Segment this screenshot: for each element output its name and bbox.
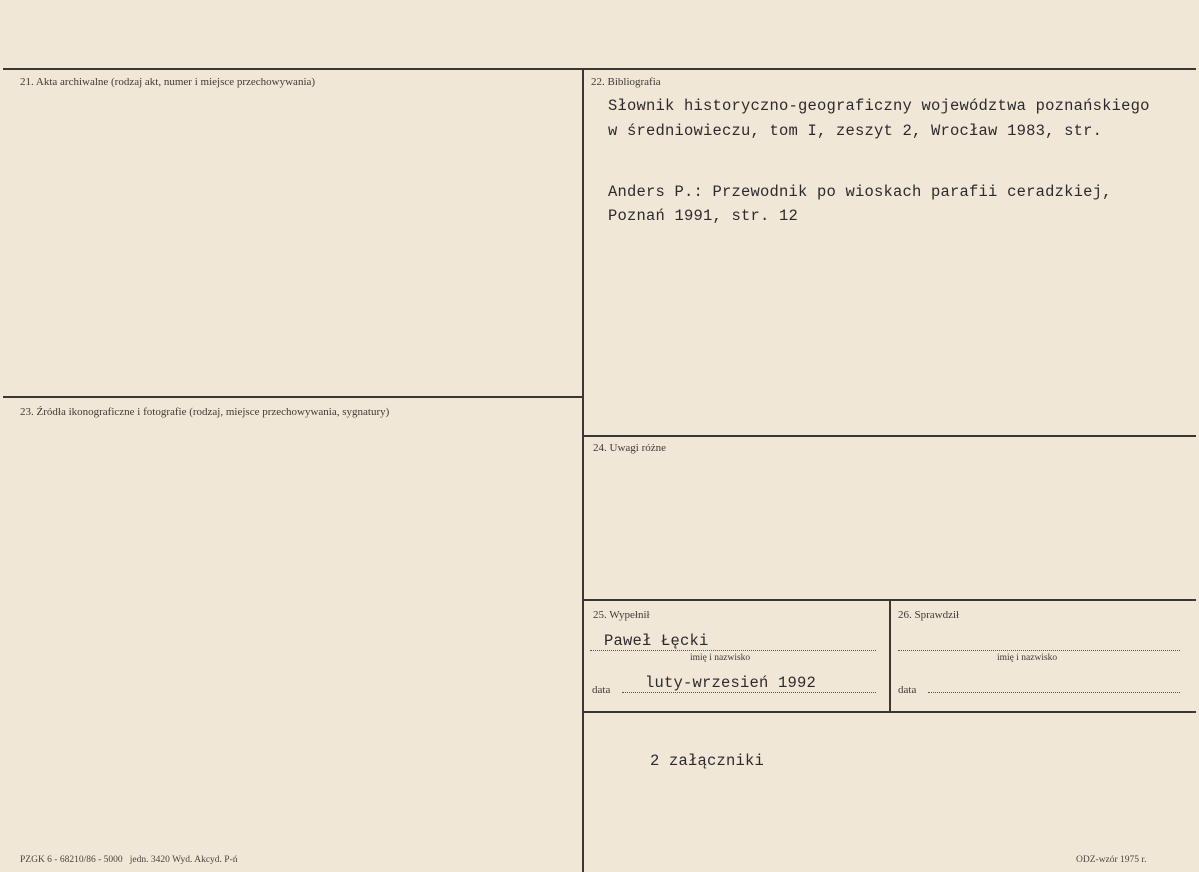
section-25-label: 25. Wypełnił <box>593 609 650 621</box>
checked-by-name-line <box>898 650 1180 651</box>
section-24-label: 24. Uwagi różne <box>593 442 667 454</box>
bibliography-line-1: Słownik historyczno-geograficzny województwa poznańskiego <box>608 97 1150 115</box>
checked-by-name-caption: imię i nazwisko <box>997 653 1058 663</box>
filled-by-date-label: data <box>592 684 611 696</box>
rule-22-24 <box>584 435 1196 437</box>
section-21-label: 21. Akta archiwalne (rodzaj akt, numer i miejsce przechowywania) <box>20 76 316 88</box>
section-26-label: 26. Sprawdził <box>898 609 960 621</box>
filled-by-name-caption: imię i nazwisko <box>690 653 751 663</box>
divider-25-26 <box>889 599 891 711</box>
filled-by-name-line <box>590 650 876 651</box>
filled-by-name: Paweł Łęcki <box>604 632 709 650</box>
filled-by-date: luty-wrzesień 1992 <box>645 674 817 692</box>
bibliography-line-4: Poznań 1991, str. 12 <box>608 207 799 225</box>
checked-by-date-line <box>928 692 1180 693</box>
rule-21-23 <box>3 396 582 398</box>
rule-25-bottom <box>584 711 1196 713</box>
footer-form-id: ODZ-wzór 1975 r. <box>1076 855 1147 865</box>
filled-by-date-line <box>622 692 876 693</box>
footer-print-info: PZGK 6 - 68210/86 - 5000 jedn. 3420 Wyd. Akcyd. P-ń <box>20 855 238 865</box>
attachments-note: 2 załączniki <box>650 752 765 770</box>
center-divider <box>582 68 584 872</box>
section-22-label: 22. Bibliografia <box>591 76 661 88</box>
top-rule <box>3 68 1196 70</box>
bibliography-line-2: w średniowieczu, tom I, zeszyt 2, Wrocław 1983, str. <box>608 122 1103 140</box>
section-23-label: 23. Źródła ikonograficzne i fotografie (rodzaj, miejsce przechowywania, sygnatury) <box>20 406 390 418</box>
bibliography-line-3: Anders P.: Przewodnik po wioskach parafii ceradzkiej, <box>608 183 1112 201</box>
checked-by-date-label: data <box>898 684 917 696</box>
